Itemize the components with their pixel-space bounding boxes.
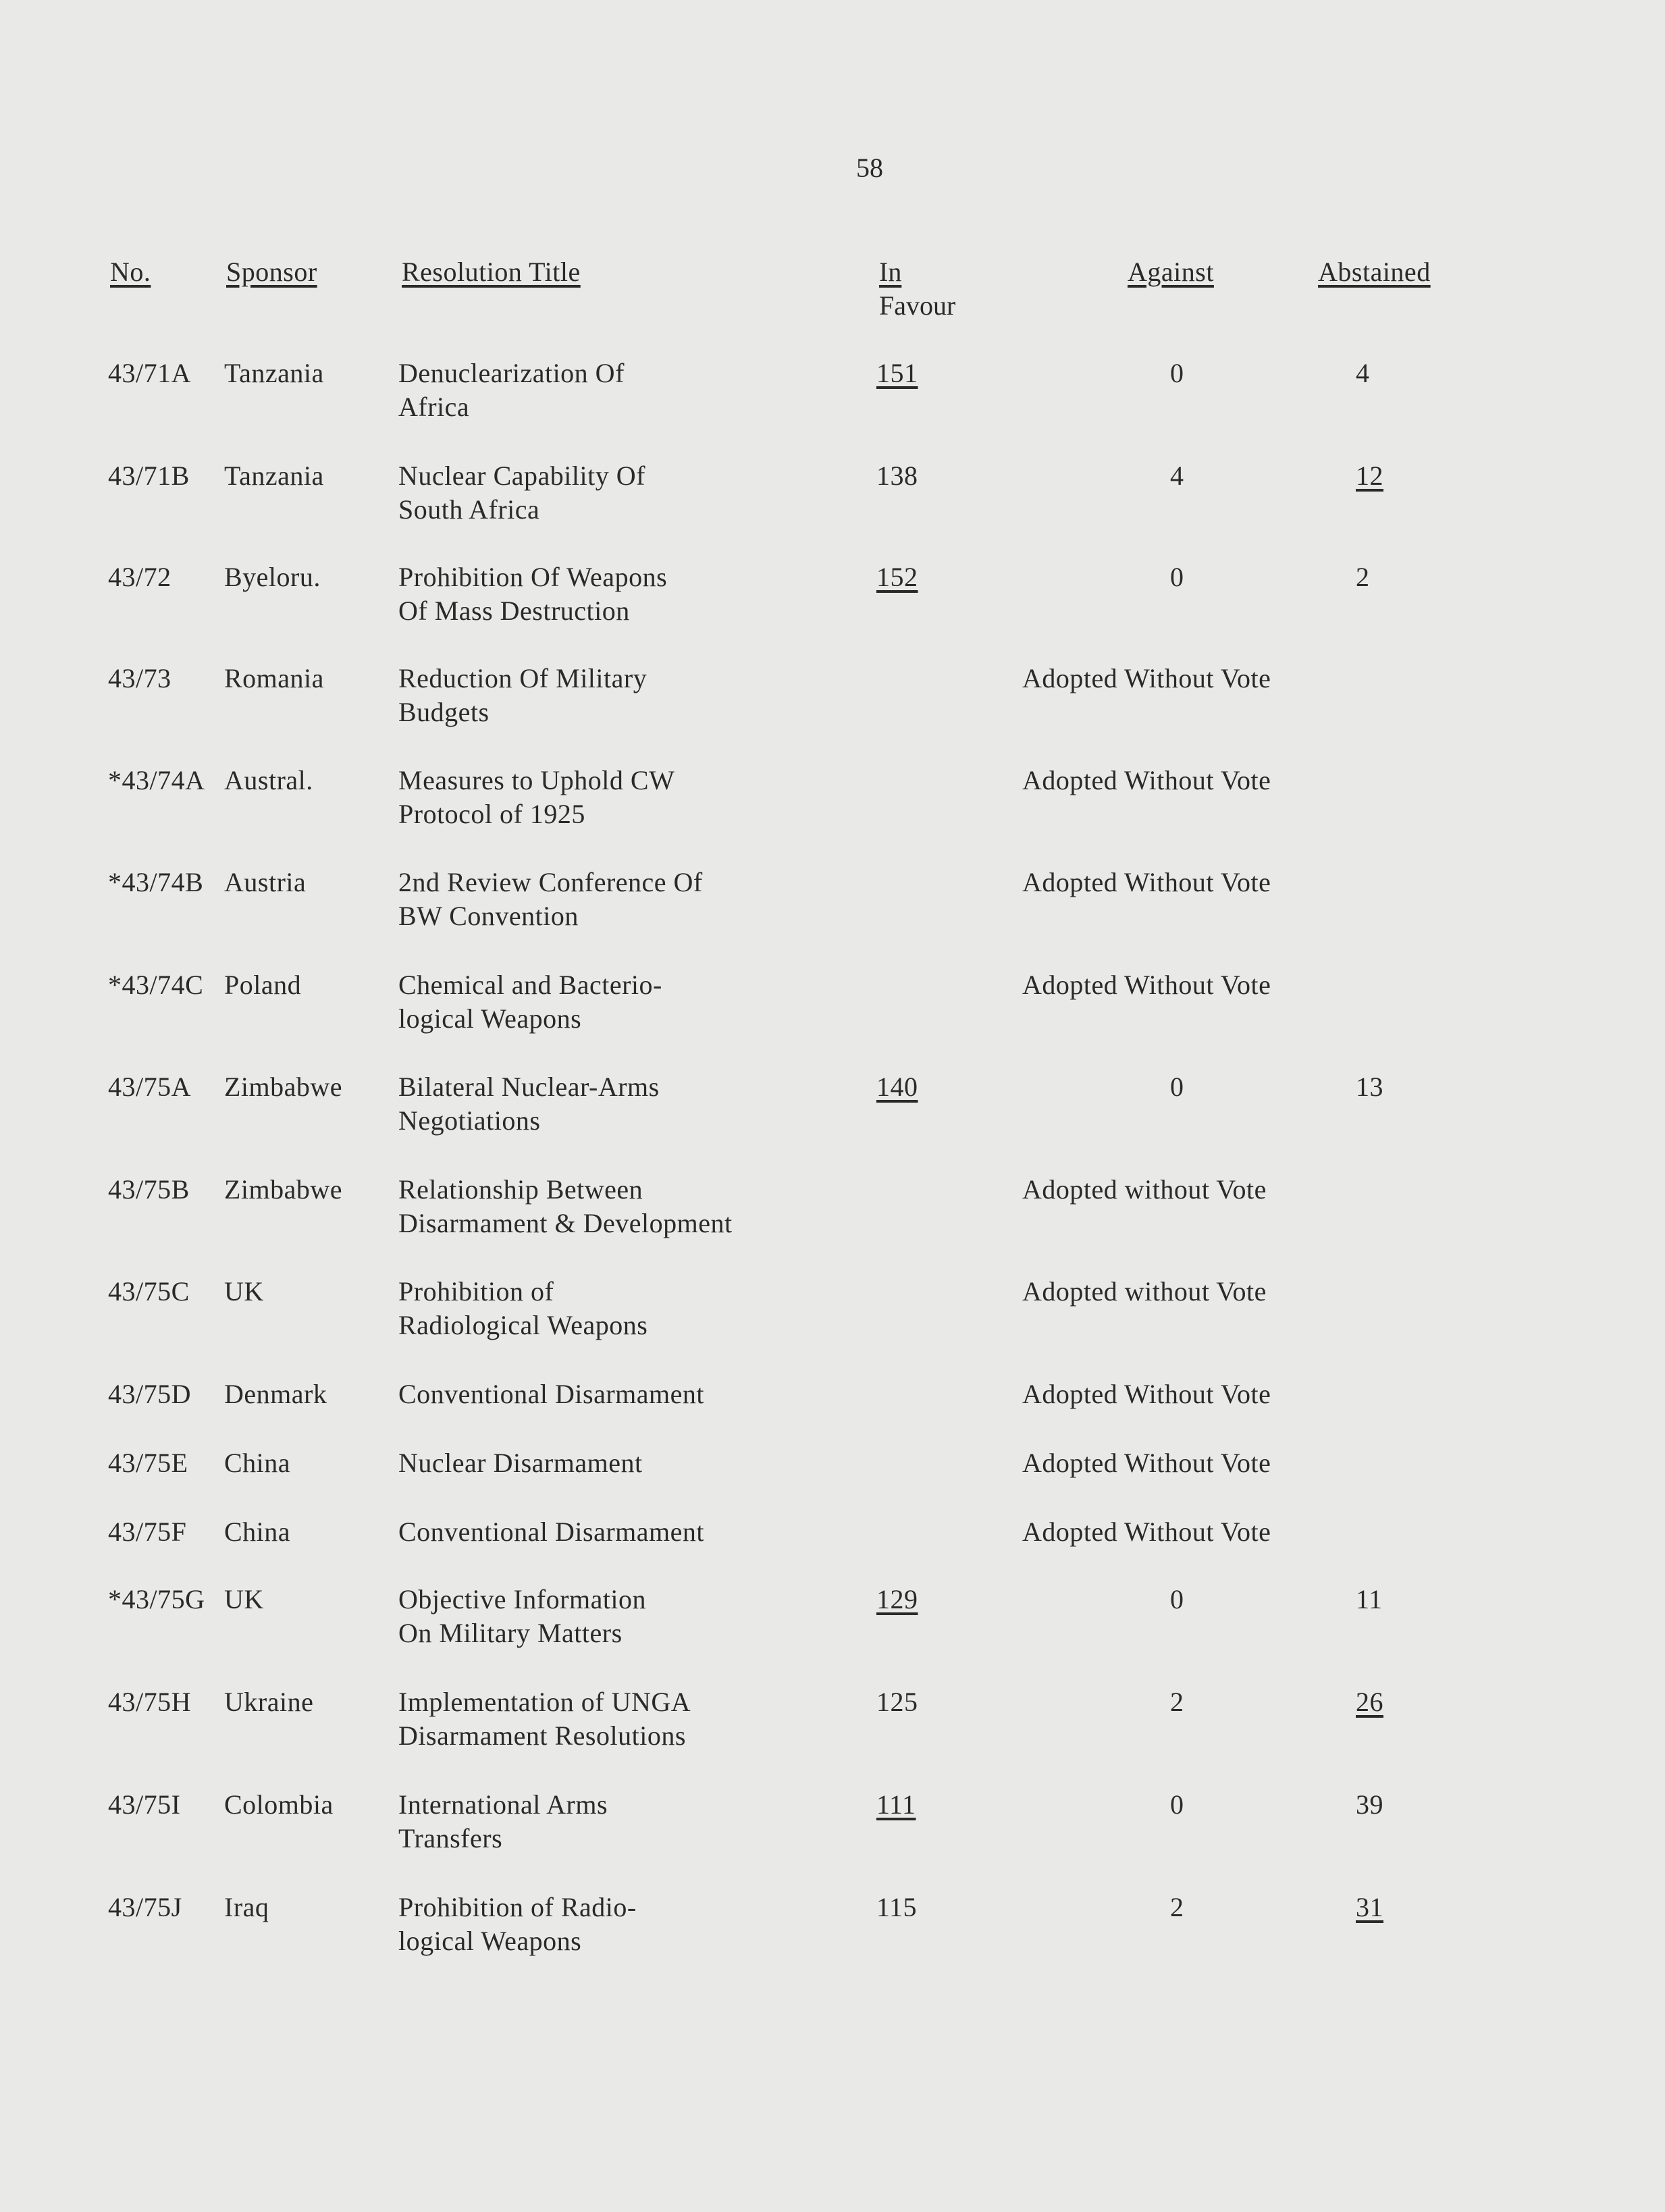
resolution-title-line2: Of Mass Destruction (398, 596, 630, 626)
resolution-title-line1: Conventional Disarmament (398, 1379, 705, 1409)
header-resolution-title: Resolution Title (402, 257, 581, 287)
resolution-title-line2: Radiological Weapons (398, 1310, 648, 1340)
sponsor-name: UK (224, 1584, 264, 1614)
resolution-title-line1: 2nd Review Conference Of (398, 867, 703, 897)
votes-abstained: 13 (1356, 1072, 1383, 1102)
sponsor-name: China (224, 1448, 291, 1478)
vote-result-text: Adopted Without Vote (1022, 1448, 1271, 1478)
header-abstained: Abstained (1318, 257, 1431, 287)
header-sponsor: Sponsor (226, 257, 317, 287)
resolution-title-line2: logical Weapons (398, 1926, 582, 1956)
sponsor-name: Colombia (224, 1789, 334, 1820)
resolution-title-line1: Reduction Of Military (398, 663, 648, 693)
vote-result-text: Adopted without Vote (1022, 1276, 1267, 1307)
sponsor-name: Tanzania (224, 460, 324, 491)
resolution-title (398, 1275, 817, 1342)
votes-against: 0 (1170, 1584, 1184, 1614)
votes-in-favour: 152 (876, 562, 918, 592)
votes-abstained: 31 (1356, 1892, 1383, 1922)
votes-abstained: 11 (1356, 1584, 1383, 1614)
resolution-title-line2: Disarmament & Development (398, 1208, 733, 1238)
resolution-title-line2: Africa (398, 392, 470, 422)
resolution-title (398, 1173, 817, 1240)
vote-result-text: Adopted Without Vote (1022, 1517, 1271, 1547)
page-number: 58 (856, 153, 883, 183)
votes-in-favour: 111 (876, 1789, 916, 1820)
resolution-title (398, 1891, 817, 1958)
sponsor-name: UK (224, 1276, 264, 1307)
votes-in-favour: 140 (876, 1072, 918, 1102)
votes-against: 0 (1170, 1072, 1184, 1102)
sponsor-name: Romania (224, 663, 324, 693)
sponsor-name: Zimbabwe (224, 1072, 343, 1102)
sponsor-name: Byeloru. (224, 562, 321, 592)
resolution-title-line2: South Africa (398, 494, 540, 525)
resolution-title-line1: Nuclear Disarmament (398, 1448, 643, 1478)
votes-against: 0 (1170, 1789, 1184, 1820)
resolution-number: 43/75J (108, 1892, 182, 1922)
header-in-favour (879, 255, 955, 323)
resolution-title-line1: Implementation of UNGA (398, 1687, 691, 1717)
resolution-title (398, 1685, 817, 1753)
sponsor-name: China (224, 1517, 291, 1547)
resolution-number: *43/74A (108, 765, 205, 795)
resolution-number: 43/75A (108, 1072, 191, 1102)
resolution-title-line1: Denuclearization Of (398, 358, 625, 388)
sponsor-name: Iraq (224, 1892, 269, 1922)
votes-in-favour: 138 (876, 460, 918, 491)
resolution-title (398, 1446, 817, 1480)
votes-abstained: 12 (1356, 460, 1383, 491)
resolution-title-line1: Measures to Uphold CW (398, 765, 675, 795)
resolution-title-line2: Negotiations (398, 1105, 541, 1136)
resolution-title-line1: Chemical and Bacterio- (398, 970, 662, 1000)
resolution-title-line1: Objective Information (398, 1584, 647, 1614)
resolution-number: 43/75H (108, 1687, 191, 1717)
votes-against: 0 (1170, 358, 1184, 388)
resolution-title-line2: On Military Matters (398, 1618, 623, 1648)
votes-abstained: 2 (1356, 562, 1370, 592)
votes-abstained: 39 (1356, 1789, 1383, 1820)
resolution-number: 43/75B (108, 1174, 190, 1205)
votes-against: 4 (1170, 460, 1184, 491)
resolution-title (398, 1788, 817, 1855)
resolution-title-line2: Protocol of 1925 (398, 799, 585, 829)
sponsor-name: Zimbabwe (224, 1174, 343, 1205)
resolution-title (398, 662, 817, 729)
resolution-title (398, 560, 817, 628)
resolution-title (398, 357, 817, 424)
vote-result-text: Adopted Without Vote (1022, 867, 1271, 897)
vote-result-text: Adopted without Vote (1022, 1174, 1267, 1205)
resolution-number: 43/72 (108, 562, 171, 592)
resolution-title (398, 1583, 817, 1650)
resolution-title-line1: Prohibition Of Weapons (398, 562, 668, 592)
resolution-title (398, 1377, 817, 1411)
header-no: No. (110, 257, 151, 287)
votes-against: 2 (1170, 1892, 1184, 1922)
resolution-title-line2: BW Convention (398, 901, 579, 931)
header-in-favour-line2: Favour (879, 290, 956, 321)
sponsor-name: Denmark (224, 1379, 327, 1409)
resolution-number: 43/75E (108, 1448, 188, 1478)
resolution-number: 43/75I (108, 1789, 181, 1820)
votes-against: 0 (1170, 562, 1184, 592)
resolution-title-line1: Conventional Disarmament (398, 1517, 705, 1547)
votes-in-favour: 125 (876, 1687, 918, 1717)
resolution-number: *43/75G (108, 1584, 205, 1614)
header-in-favour-line1: In (879, 257, 902, 287)
votes-abstained: 26 (1356, 1687, 1383, 1717)
votes-in-favour: 151 (876, 358, 918, 388)
resolution-number: 43/75F (108, 1517, 187, 1547)
resolution-number: 43/71B (108, 460, 190, 491)
resolution-title-line1: Prohibition of Radio- (398, 1892, 637, 1922)
resolution-title (398, 1515, 817, 1549)
resolution-number: 43/75C (108, 1276, 190, 1307)
resolution-title-line1: International Arms (398, 1789, 608, 1820)
sponsor-name: Ukraine (224, 1687, 314, 1717)
resolution-title-line2: Transfers (398, 1823, 503, 1853)
resolution-title (398, 764, 817, 831)
resolution-title (398, 968, 817, 1036)
resolution-number: *43/74C (108, 970, 204, 1000)
vote-result-text: Adopted Without Vote (1022, 663, 1271, 693)
resolution-title-line1: Relationship Between (398, 1174, 643, 1205)
resolution-number: *43/74B (108, 867, 204, 897)
sponsor-name: Austria (224, 867, 307, 897)
resolution-title-line2: Disarmament Resolutions (398, 1720, 686, 1751)
resolution-title (398, 459, 817, 527)
resolution-number: 43/75D (108, 1379, 191, 1409)
votes-against: 2 (1170, 1687, 1184, 1717)
votes-in-favour: 129 (876, 1584, 918, 1614)
votes-in-favour: 115 (876, 1892, 918, 1922)
header-against: Against (1128, 257, 1214, 287)
resolution-title-line2: logical Weapons (398, 1003, 582, 1034)
sponsor-name: Tanzania (224, 358, 324, 388)
resolution-title-line1: Nuclear Capability Of (398, 460, 645, 491)
resolution-number: 43/73 (108, 663, 171, 693)
vote-result-text: Adopted Without Vote (1022, 970, 1271, 1000)
resolution-title-line2: Budgets (398, 697, 490, 727)
vote-result-text: Adopted Without Vote (1022, 1379, 1271, 1409)
resolution-title-line1: Prohibition of (398, 1276, 554, 1307)
votes-abstained: 4 (1356, 358, 1370, 388)
resolution-title-line1: Bilateral Nuclear-Arms (398, 1072, 660, 1102)
vote-result-text: Adopted Without Vote (1022, 765, 1271, 795)
sponsor-name: Austral. (224, 765, 313, 795)
resolution-number: 43/71A (108, 358, 191, 388)
sponsor-name: Poland (224, 970, 302, 1000)
resolution-title (398, 1070, 817, 1138)
resolution-title (398, 866, 817, 933)
